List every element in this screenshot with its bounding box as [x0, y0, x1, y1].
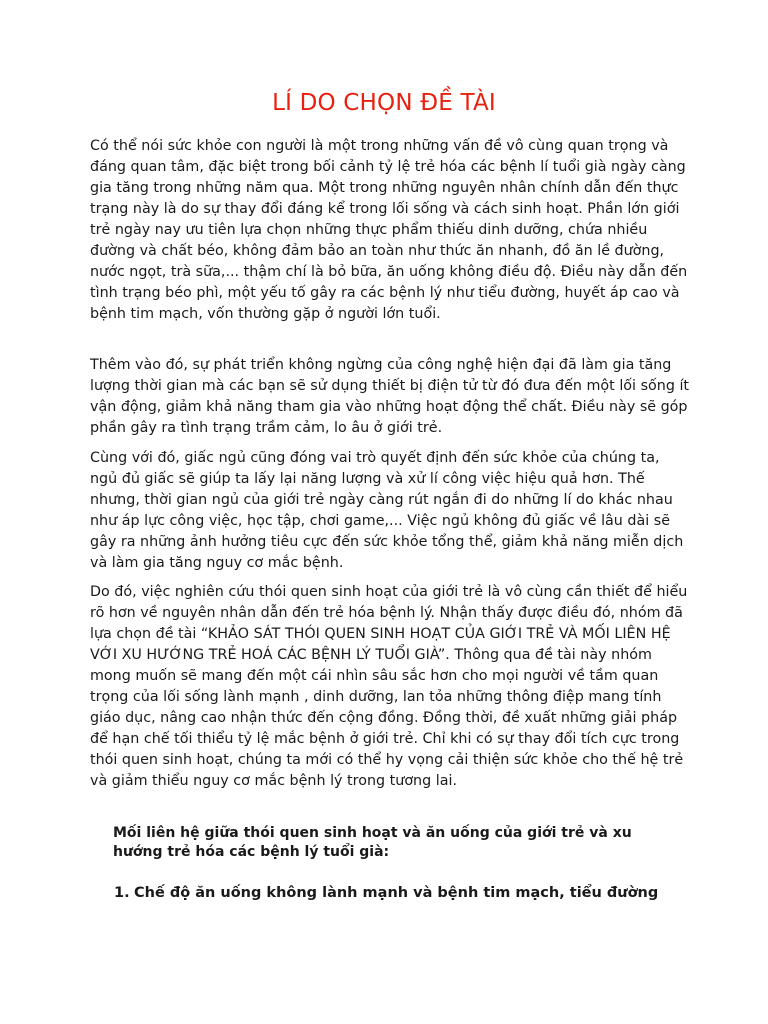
section-subheading: Mối liên hệ giữa thói quen sinh hoạt và ăn uống của giới trẻ và xu hướng trẻ hóa các bệnh lý tuổi già:	[113, 825, 632, 860]
list-item-text: Chế độ ăn uống không lành mạnh và bệnh tim mạch, tiểu đường	[134, 885, 659, 901]
paragraph-topic-choice: Do đó, việc nghiên cứu thói quen sinh hoạt của giới trẻ là vô cùng cần thiết để hiểu rõ hơn về nguyên nhân dẫn đến trẻ hóa bệnh lý. Nhận thấy được điều đó, nhóm đã lựa chọn đề tài “KHẢO SÁT THÓI QUEN SINH HOẠT CỦA GIỚI TRẺ VÀ MỐI LIÊN HỆ VỚI XU HƯỚNG TRẺ HOÁ CÁC BỆNH LÝ TUỔI GIÀ”. Thông qua đề tài này nhóm mong muốn sẽ mang đến một cái nhìn sâu sắc hơn cho mọi người về tầm quan trọng của lối sống lành mạnh , dinh dưỡng, lan tỏa những thông điệp mang tính giáo dục, nâng cao nhận thức đến cộng đồng. Đồng thời, đề xuất những giải pháp để hạn chế tối thiểu tỷ lệ mắc bệnh ở giới trẻ. Chỉ khi có sự thay đổi tích cực trong thói quen sinh hoạt, chúng ta mới có thể hy vọng cải thiện sức khỏe cho thế hệ trẻ và giảm thiểu nguy cơ mắc bệnh lý trong tương lai.	[90, 584, 688, 789]
page-title: LÍ DO CHỌN ĐỀ TÀI	[272, 90, 496, 116]
paragraph-technology: Thêm vào đó, sự phát triển không ngừng của công nghệ hiện đại đã làm gia tăng lượng thời gian mà các bạn sẽ sử dụng thiết bị điện tử từ đó đưa đến một lối sống ít vận động, giảm khả năng tham gia vào những hoạt động thể chất. Điều này sẽ góp phần gây ra tình trạng trầm cảm, lo âu ở giới trẻ.	[90, 357, 690, 436]
paragraph-health-importance: Có thể nói sức khỏe con người là một trong những vấn đề vô cùng quan trọng và đáng quan tâm, đặc biệt trong bối cảnh tỷ lệ trẻ hóa các bệnh lí tuổi già ngày càng gia tăng trong những năm qua. Một trong những nguyên nhân chính dẫn đến thực trạng này là do sự thay đổi đáng kể trong lối sống và cách sinh hoạt. Phần lớn giới trẻ ngày nay ưu tiên lựa chọn những thực phẩm thiếu dinh dưỡng, chứa nhiều đường và chất béo, không đảm bảo an toàn như thức ăn nhanh, đồ ăn lề đường, nước ngọt, trà sữa,... thậm chí là bỏ bữa, ăn uống không điều độ. Điều này dẫn đến tình trạng béo phì, một yếu tố gây ra các bệnh lý như tiểu đường, huyết áp cao và bệnh tim mạch, vốn thường gặp ở người lớn tuổi.	[90, 138, 688, 322]
paragraph-sleep: Cùng với đó, giấc ngủ cũng đóng vai trò quyết định đến sức khỏe của chúng ta, ngủ đủ giấc sẽ giúp ta lấy lại năng lượng và xử lí công việc hiệu quả hơn. Thế nhưng, thời gian ngủ của giới trẻ ngày càng rút ngắn đi do những lí do khác nhau như áp lực công việc, học tập, chơi game,... Việc ngủ không đủ giấc về lâu dài sẽ gây ra những ảnh hưởng tiêu cực đến sức khỏe tổng thể, giảm khả năng miễn dịch và làm gia tăng nguy cơ mắc bệnh.	[90, 450, 684, 571]
list-item	[114, 883, 684, 903]
list-item-number: 1.	[114, 885, 130, 901]
